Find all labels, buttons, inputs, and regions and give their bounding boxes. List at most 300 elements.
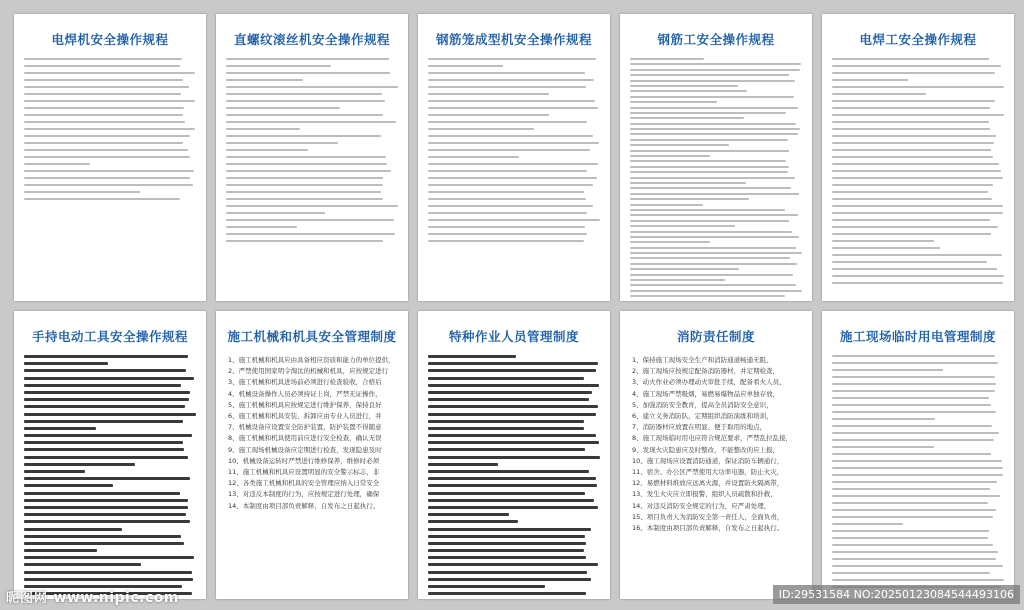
text-line [832,467,1003,469]
text-line [428,107,598,109]
text-line [226,184,383,186]
watermark-id: ID:29531584 NO:20250123084544493106 [773,585,1020,604]
sheet-body [428,355,600,599]
watermark-logo [6,587,179,606]
rule-item: 10、施工现场应设置消防通道，保证消防车辆通行， [632,456,784,465]
text-line [428,170,587,172]
text-line [428,156,519,158]
text-line [428,177,597,179]
text-line [24,542,184,545]
rule-item: 4、施工现场严禁吸烟，易燃易爆物品应单独存放， [632,389,780,398]
rule-item: 2、施工现场应按规定配备消防器材，并定期检查， [632,367,780,376]
rule-sheet [822,311,1014,599]
text-line [428,434,596,437]
text-line [630,274,793,276]
text-line [832,488,990,490]
text-line [24,107,184,109]
text-line [24,578,193,581]
rule-item: 6、施工机械和机具安装、拆卸应由专业人员进行，并 [228,412,382,421]
text-line [226,219,394,221]
text-line [832,509,996,511]
text-line [630,107,798,109]
text-line [832,411,996,413]
text-line [832,72,995,74]
text-line [24,65,180,67]
rule-item: 14、本制度由项目部负责解释，自发布之日起执行。 [228,501,380,510]
text-line [630,96,794,98]
text-line [630,204,703,206]
text-line [832,170,1001,172]
sheet-title: 施工现场临时用电管理制度 [839,329,996,344]
text-line [630,214,798,216]
sheet-title: 电焊工安全操作规程 [859,32,977,47]
text-line [832,523,903,525]
text-line [630,257,790,259]
text-line [832,282,1003,284]
text-line [630,101,717,103]
text-line [630,123,796,125]
text-line [226,128,300,130]
text-line [428,198,586,200]
text-line [832,474,1003,476]
text-line [630,171,788,173]
text-line [428,448,585,451]
rule-sheet [216,14,408,301]
text-line [832,86,1004,88]
text-line [428,384,599,387]
text-line [832,156,993,158]
text-line [24,549,97,552]
sheet-body [24,58,196,200]
text-line [428,492,585,495]
text-line [24,506,188,509]
text-line [630,187,791,189]
sheet-body [226,58,398,242]
text-line [832,502,988,504]
text-line [428,535,585,538]
text-line [630,290,802,292]
rule-list [226,355,398,512]
text-line [24,420,183,423]
text-line [24,520,190,523]
text-line [832,135,996,137]
text-line [832,432,999,434]
text-line [428,477,596,480]
text-line [428,240,584,242]
text-line [832,439,994,441]
text-line [832,460,1002,462]
text-line [428,592,586,595]
rule-item: 1、施工机械和机具应由具备相应资质和能力的单位提供， [228,356,395,364]
text-line [630,80,795,82]
text-line [428,79,594,81]
sheet-body [630,58,802,301]
text-line [832,376,995,378]
text-line [428,563,598,566]
text-line [832,572,990,574]
rule-item: 3、施工机械和机具进场前必须进行检查验收，合格后 [228,378,382,387]
sheet-title: 钢筋笼成型机安全操作规程 [435,32,592,47]
rule-sheet [418,311,610,599]
text-line [832,233,991,235]
text-line [226,156,386,158]
text-line [24,184,193,186]
rule-item: 1、保持施工现场安全生产和消防通道畅通无阻， [632,356,773,364]
text-line [832,275,1004,277]
text-line [226,233,395,235]
sheet-title: 施工机械和机具安全管理制度 [227,329,397,344]
text-line [630,284,796,286]
text-line [226,121,396,123]
text-line [832,100,995,102]
text-line [832,261,987,263]
text-line [226,72,390,74]
rule-item: 7、消防器材应放置在明显、便于取用的地点， [632,423,767,432]
text-line [428,86,586,88]
sheet-body [428,58,600,242]
text-line [832,530,989,532]
text-line [630,247,796,249]
text-line [630,150,789,152]
text-line [226,191,381,193]
rule-item: 5、施工机械和机具应按规定进行维护保养，保持良好 [228,400,382,409]
rule-item: 13、发生火灾应立即报警，组织人员疏散和扑救， [632,490,777,499]
text-line [428,528,591,531]
text-line [630,160,786,162]
text-line [428,93,549,95]
text-line [428,470,589,473]
text-line [630,155,710,157]
text-line [24,499,188,502]
text-line [630,182,746,184]
text-line [428,233,587,235]
text-line [428,520,518,523]
text-line [428,226,585,228]
rule-item: 6、建立义务消防队，定期组织消防演练和培训， [632,412,773,421]
text-line [24,398,189,401]
text-line [428,499,594,502]
text-line [428,506,598,509]
text-line [630,236,799,238]
text-line [428,369,596,372]
rule-item: 13、对违反本制度的行为，应按规定进行处理，确保 [228,490,380,499]
text-line [226,163,387,165]
text-line [832,149,991,151]
text-line [428,549,584,552]
rule-item: 11、宿舍、办公区严禁使用大功率电器，防止火灾， [632,468,784,477]
text-line [24,100,195,102]
text-line [24,448,184,451]
text-line [832,579,1004,581]
text-line [24,177,190,179]
sheet-body [832,355,1004,588]
text-line [24,384,181,387]
rule-item: 5、加强消防安全教育，提高全员消防安全意识， [632,400,773,409]
text-line [832,362,998,364]
text-line [832,425,992,427]
text-line [428,191,584,193]
sheet-body [24,355,196,599]
text-line [226,240,383,242]
text-line [832,65,1001,67]
text-line [24,355,188,358]
text-line [630,63,801,65]
text-line [24,556,194,559]
sheet-title: 手持电动工具安全操作规程 [31,329,188,344]
text-line [630,58,704,60]
text-line [832,184,993,186]
rule-item: 8、施工机械和机具使用前应进行安全检查，确认无误 [228,434,382,443]
text-line [226,114,383,116]
text-line [24,86,189,88]
text-line [226,79,303,81]
text-line [630,133,798,135]
rule-item: 3、动火作业必须办理动火审批手续，配备看火人员， [632,378,786,387]
text-line [24,135,190,137]
text-line [630,231,792,233]
text-line [832,114,1004,116]
text-line [428,542,586,545]
text-line [428,121,587,123]
text-line [428,65,503,67]
rule-item: 4、机械设备操作人员必须持证上岗，严禁无证操作， [228,389,382,398]
text-line [832,247,940,249]
text-line [630,74,789,76]
text-line [428,212,587,214]
text-line [428,205,593,207]
sheet-title: 特种作业人员管理制度 [448,329,579,344]
text-line [226,142,338,144]
text-line [24,170,194,172]
text-line [832,107,990,109]
text-line [24,434,192,437]
text-line [832,397,989,399]
text-line [428,398,589,401]
rule-sheet [14,311,206,599]
text-line [428,405,598,408]
sheet-title: 钢筋工安全操作规程 [657,32,775,47]
text-line [226,170,391,172]
text-line [832,516,993,518]
rule-item: 16、本制度由项目部负责解释，自发布之日起执行。 [632,524,784,533]
sheet-body [832,58,1004,284]
text-line [24,163,90,165]
text-line [24,149,188,151]
rule-item: 14、对违反消防安全规定的行为，应严肃处理， [632,501,771,510]
text-line [24,427,96,430]
text-line [226,86,398,88]
text-line [832,383,996,385]
text-line [832,551,998,553]
text-line [630,90,747,92]
text-line [428,420,584,423]
text-line [24,492,180,495]
text-line [832,226,998,228]
text-line [226,205,398,207]
text-line [226,177,383,179]
text-line [630,252,802,254]
text-line [24,463,135,466]
text-line [832,212,1003,214]
text-line [428,149,590,151]
text-line [832,191,988,193]
text-line [428,391,592,394]
text-line [832,355,995,357]
text-line [24,72,195,74]
text-line [24,456,188,459]
text-line [24,377,194,380]
text-line [832,240,934,242]
text-line [24,535,181,538]
text-line [24,441,183,444]
text-line [832,453,991,455]
text-line [630,117,744,119]
text-line [428,58,596,60]
text-line [428,556,586,559]
text-line [24,528,122,531]
text-line [24,391,190,394]
rule-sheet [620,14,812,301]
text-line [226,100,385,102]
text-line [24,58,182,60]
rule-item: 9、施工现场机械设备应定期进行检查，发现隐患及时 [228,445,382,454]
watermark-site-name: 昵图网 [6,591,49,606]
text-line [24,513,186,516]
text-line [24,369,186,372]
text-line [24,477,190,480]
rule-item: 11、施工机械和机具应设置明显的安全警示标志，非 [228,468,380,477]
text-line [226,65,331,67]
text-line [630,177,795,179]
text-line [428,100,595,102]
text-line [24,79,183,81]
text-line [832,79,908,81]
text-line [226,149,308,151]
rule-item: 9、发现火灾隐患应及时整改，不能整改的应上报， [632,445,780,454]
text-line [630,279,725,281]
text-line [832,565,1003,567]
text-line [630,263,797,265]
text-line [428,135,593,137]
text-line [226,93,382,95]
sheet-body [226,355,398,512]
text-line [226,58,389,60]
text-line [832,481,997,483]
text-line [630,241,710,243]
watermark-url: www.nipic.com [53,590,179,606]
text-line [428,184,593,186]
text-line [832,446,934,448]
text-line [24,470,85,473]
text-line [226,107,340,109]
rule-item: 12、各类施工机械和机具的安全管理应纳入日常安全 [228,479,380,488]
rule-item: 7、机械设备应设置安全防护装置，防护装置不得随意 [228,423,382,432]
text-line [226,226,297,228]
rule-item: 10、机械设备运转时严禁进行维修保养，维修时必须 [228,456,380,465]
text-line [630,139,788,141]
rule-item: 12、易燃材料堆放应远离火源，并设置防火隔离带， [632,479,784,488]
text-line [630,295,785,297]
text-line [24,93,181,95]
text-line [428,578,591,581]
text-line [24,484,113,487]
text-line [832,558,996,560]
text-line [832,177,1003,179]
text-line [832,128,990,130]
text-line [630,166,789,168]
text-line [24,405,185,408]
text-line [428,456,600,459]
sheet-title: 电焊机安全操作规程 [51,32,169,47]
text-line [428,484,597,487]
rule-list [630,355,802,534]
text-line [428,355,516,358]
text-line [24,121,185,123]
sheet-title: 直螺纹滚丝机安全操作规程 [233,32,390,47]
text-line [832,537,988,539]
text-line [630,225,735,227]
text-line [832,142,994,144]
rule-sheet [14,14,206,301]
text-line [428,114,549,116]
text-line [630,69,800,71]
text-line [832,369,943,371]
text-line [832,268,997,270]
text-line [24,156,190,158]
rule-item: 8、施工现场临时用电应符合规范要求，严禁乱拉乱接， [632,434,793,443]
text-line [630,112,786,114]
text-line [630,144,729,146]
text-line [226,135,381,137]
rule-item: 15、项目负责人为消防安全第一责任人，全面负责， [632,512,784,521]
text-line [428,571,587,574]
text-line [24,198,180,200]
text-line [428,513,509,516]
text-line [832,219,990,221]
text-line [832,254,1002,256]
text-line [630,209,785,211]
text-line [630,85,738,87]
text-line [428,128,534,130]
text-line [832,58,989,60]
rule-sheet [620,311,812,599]
text-line [24,563,141,566]
text-line [832,163,999,165]
text-line [832,495,1000,497]
text-line [428,142,599,144]
text-line [226,198,383,200]
text-line [428,441,599,444]
text-line [832,121,989,123]
text-line [428,377,584,380]
text-line [24,142,183,144]
text-line [428,362,598,365]
rule-sheet [216,311,408,599]
text-line [24,191,140,193]
text-line [24,128,195,130]
text-line [226,212,325,214]
text-line [832,418,935,420]
text-line [832,404,991,406]
text-line [630,268,739,270]
sheet-body [630,355,802,534]
text-line [24,114,183,116]
text-line [630,193,799,195]
text-line [428,427,584,430]
text-line [428,585,545,588]
text-line [630,128,800,130]
text-line [832,390,995,392]
